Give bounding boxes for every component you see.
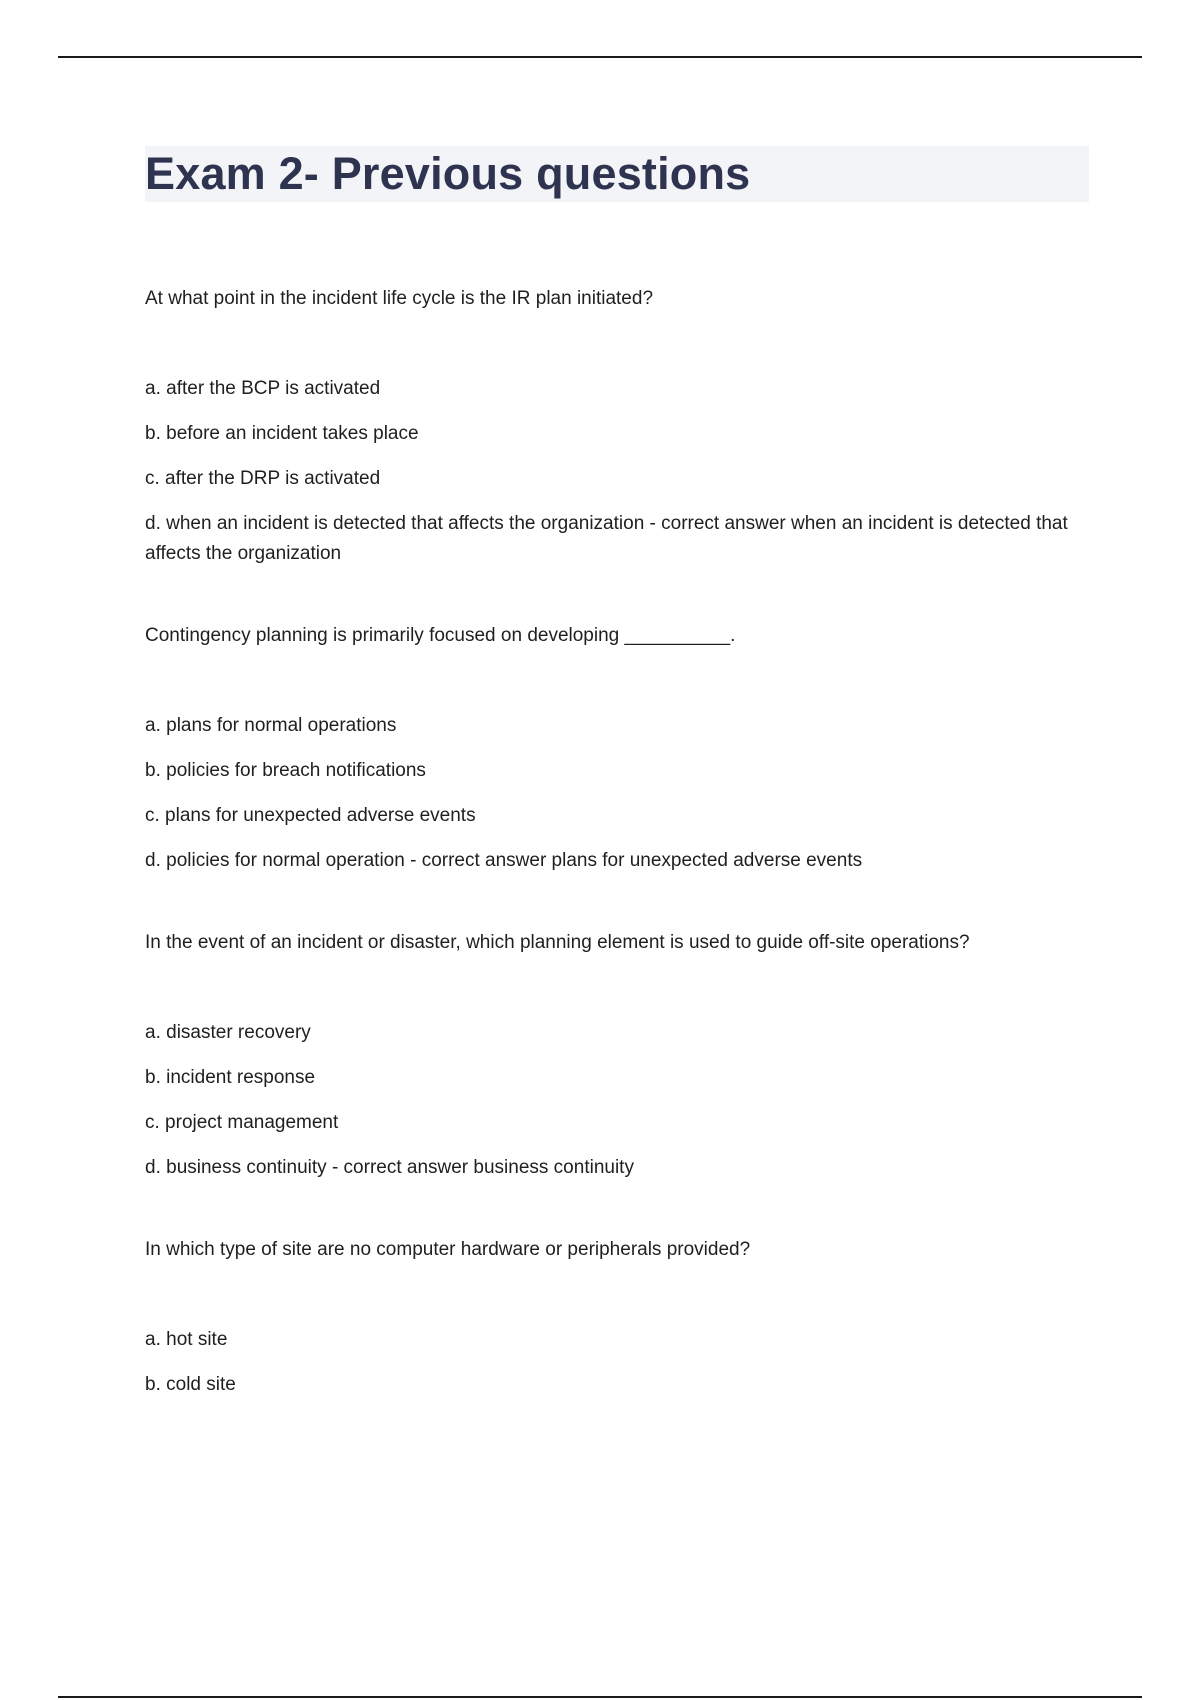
- option-d: d. when an incident is detected that affects the organization - correct answer when an incident is detected that affects the organization: [145, 513, 1068, 564]
- bottom-rule: [58, 1696, 1142, 1698]
- option-a: a. after the BCP is activated: [145, 378, 381, 399]
- option-c: c. project management: [145, 1112, 339, 1133]
- option-d: d. business continuity - correct answer business continuity: [145, 1157, 634, 1178]
- option-b: b. before an incident takes place: [145, 423, 419, 444]
- question-prompt: In the event of an incident or disaster, which planning element is used to guide off-site operations?: [145, 932, 970, 953]
- question-1: [145, 284, 1090, 569]
- option-b: b. policies for breach notifications: [145, 760, 426, 781]
- question-2: [145, 621, 1090, 876]
- option-list: [145, 1325, 1090, 1400]
- question-4: [145, 1235, 1090, 1400]
- option-b: b. cold site: [145, 1374, 236, 1395]
- title-band: [145, 146, 1089, 202]
- option-b: b. incident response: [145, 1067, 316, 1088]
- option-list: [145, 374, 1090, 569]
- page-title: Exam 2- Previous questions: [145, 148, 751, 199]
- option-list: [145, 1018, 1090, 1183]
- question-prompt: At what point in the incident life cycle is the IR plan initiated?: [145, 288, 654, 309]
- option-c: c. after the DRP is activated: [145, 468, 381, 489]
- option-list: [145, 711, 1090, 876]
- question-3: [145, 928, 1090, 1183]
- option-d: d. policies for normal operation - correct answer plans for unexpected adverse events: [145, 850, 863, 871]
- option-a: a. disaster recovery: [145, 1022, 311, 1043]
- option-c: c. plans for unexpected adverse events: [145, 805, 476, 826]
- question-prompt: Contingency planning is primarily focused on developing __________.: [145, 625, 736, 646]
- option-a: a. plans for normal operations: [145, 715, 397, 736]
- question-prompt: In which type of site are no computer hardware or peripherals provided?: [145, 1239, 751, 1260]
- top-rule: [58, 56, 1142, 58]
- document-page: [145, 146, 1090, 1452]
- option-a: a. hot site: [145, 1329, 228, 1350]
